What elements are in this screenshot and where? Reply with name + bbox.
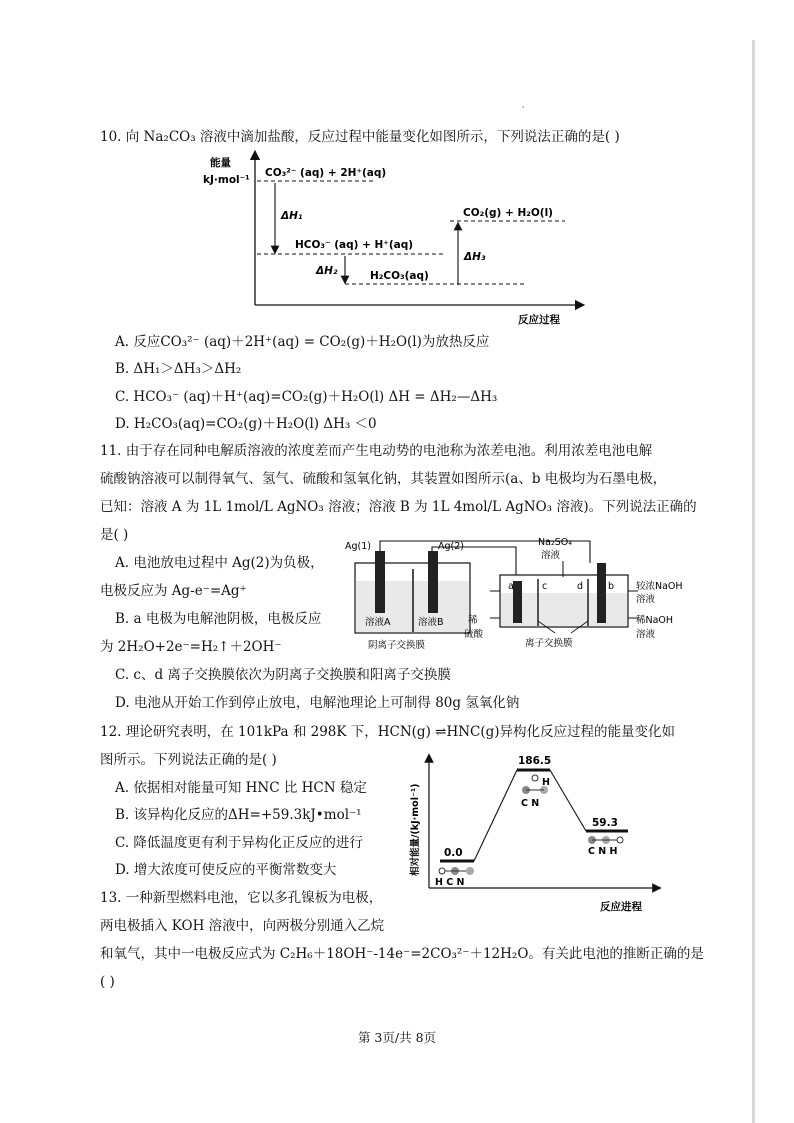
q10-x-label: 反应过程 xyxy=(518,314,560,326)
q11-ag2-electrode xyxy=(428,551,438,613)
q11-solution-b: 溶液B xyxy=(418,617,444,628)
q11-ag1-electrode xyxy=(375,551,385,613)
page-edge xyxy=(752,40,755,1123)
q12-e-ts: 186.5 xyxy=(518,755,552,767)
q10-level-2: HCO₃⁻ (aq) + H⁺(aq) xyxy=(295,239,414,251)
q11-option-b-1: B. a 电极为电解池阴极，电极反应 xyxy=(115,611,322,627)
q11-option-b-2: 为 2H₂O+2e⁻=H₂↑＋2OH⁻ xyxy=(100,639,282,655)
q11-solution-a: 溶液A xyxy=(365,617,391,628)
q13-stem-3: 和氧气，其中一电极反应式为 C₂H₆＋18OH⁻-14e⁻=2CO₃²⁻＋12H₂O。有关此电池的推断正确的是 xyxy=(100,946,704,962)
q13-stem-1: 13. 一种新型燃料电池，它以多孔镍板为电极， xyxy=(100,890,383,906)
q11-dilute-acid-1: 稀 xyxy=(468,615,478,626)
q12-stem-1: 12. 理论研究表明，在 101kPa 和 298K 下，HCN(g) ⇌HNC(g)异构化反应过程的能量变化如 xyxy=(100,724,676,740)
q12-path-down xyxy=(550,770,586,831)
q10-energy-diagram xyxy=(195,150,595,328)
q11-option-d: D. 电池从开始工作到停止放电，电解池理论上可制得 80g 氢氧化钠 xyxy=(115,695,520,711)
q12-atom xyxy=(617,837,623,843)
q10-option-b: B. ΔH₁＞ΔH₃＞ΔH₂ xyxy=(115,361,242,377)
q12-option-d: D. 增大浓度可使反应的平衡常数变大 xyxy=(115,862,337,878)
q12-option-c: C. 降低温度更有利于异构化正反应的进行 xyxy=(115,835,363,851)
q12-option-a: A. 依据相对能量可知 HNC 比 HCN 稳定 xyxy=(115,780,367,796)
q12-atom xyxy=(439,868,445,874)
q11-conc-naoh-1: 较浓NaOH xyxy=(636,581,683,592)
speck: · xyxy=(522,103,525,112)
q11-electrode-a xyxy=(513,581,522,623)
q12-path-up xyxy=(474,770,517,861)
q11-na2so4-solution: 溶液 xyxy=(541,550,561,561)
q10-stem: 10. 向 Na₂CO₃ 溶液中滴加盐酸，反应过程中能量变化如图所示，下列说法正确的是( ) xyxy=(100,129,620,145)
q11-label-d: d xyxy=(577,581,584,592)
q12-atoms-end: C N H xyxy=(588,846,618,857)
q10-level-4: CO₂(g) + H₂O(l) xyxy=(463,207,553,219)
q11-cell-diagram xyxy=(340,533,690,658)
q10-option-c: C. HCO₃⁻ (aq)＋H⁺(aq)=CO₂(g)＋H₂O(l) ΔH = ΔH₂—ΔH₃ xyxy=(115,389,498,405)
q11-option-a-1: A. 电池放电过程中 Ag(2)为负极， xyxy=(115,555,324,571)
q12-e-start: 0.0 xyxy=(444,847,463,859)
q12-e-end: 59.3 xyxy=(592,817,618,829)
q11-option-a-2: 电极反应为 Ag-e⁻=Ag⁺ xyxy=(100,583,247,599)
q11-anion-membrane: 阴离子交换膜 xyxy=(368,640,426,651)
q11-option-c: C. c、d 离子交换膜依次为阴离子交换膜和阳离子交换膜 xyxy=(115,667,451,683)
q11-stem-4: 是( ) xyxy=(100,527,129,543)
q12-atoms-ts: C N xyxy=(521,798,540,809)
q12-energy-diagram xyxy=(402,748,670,918)
q12-atom xyxy=(466,867,474,875)
q11-dilute-acid-2: 硫酸 xyxy=(464,629,484,640)
q11-ag1-label: Ag(1) xyxy=(345,541,371,552)
q11-conc-naoh-2: 溶液 xyxy=(636,594,656,605)
q10-y-label-1: 能量 xyxy=(210,157,231,169)
q11-ag2-label: Ag(2) xyxy=(438,541,464,552)
q11-stem-3: 已知：溶液 A 为 1L 1mol/L AgNO₃ 溶液；溶液 B 为 1L 4mol/L AgNO₃ 溶液)。下列说法正确的 xyxy=(100,499,697,515)
q11-label-b: b xyxy=(608,581,615,592)
q10-dh2: ΔH₂ xyxy=(316,265,338,277)
q10-y-label-2: kJ·mol⁻¹ xyxy=(203,174,250,186)
q11-label-c: c xyxy=(542,581,548,592)
q10-option-a: A. 反应CO₃²⁻ (aq)＋2H⁺(aq) = CO₂(g)＋H₂O(l)为放热反应 xyxy=(115,334,490,350)
q11-dilute-naoh-2: 溶液 xyxy=(636,629,656,640)
q10-level-1: CO₃²⁻ (aq) + 2H⁺(aq) xyxy=(265,167,387,179)
q12-atoms-ts-h: H xyxy=(542,777,550,788)
q11-electrode-b xyxy=(597,563,606,623)
q12-option-b: B. 该异构化反应的ΔH=+59.3kJ•mol⁻¹ xyxy=(115,807,362,823)
q12-x-label: 反应进程 xyxy=(600,901,642,913)
q11-ion-membrane: 离子交换膜 xyxy=(525,638,573,649)
q10-dh1: ΔH₁ xyxy=(281,210,303,222)
q12-stem-2: 图所示。下列说法正确的是( ) xyxy=(100,752,277,768)
q11-dilute-naoh-1: 稀NaOH xyxy=(636,615,674,626)
q11-na2so4: Na₂SO₄ xyxy=(538,537,573,548)
q10-option-d: D. H₂CO₃(aq)=CO₂(g)＋H₂O(l) ΔH₃ ＜0 xyxy=(115,416,377,432)
q11-stem-2: 硫酸钠溶液可以制得氧气、氢气、硫酸和氢氧化钠，其装置如图所示(a、b 电极均为石墨电极， xyxy=(100,471,667,487)
q12-atoms-start: H C N xyxy=(435,877,465,888)
page-footer: 第 3页/共 8页 xyxy=(357,1030,437,1045)
q11-stem-1: 11. 由于存在同种电解质溶液的浓度差而产生电动势的电池称为浓差电池。利用浓差电池电解 xyxy=(100,443,653,459)
q10-dh3: ΔH₃ xyxy=(464,251,486,263)
q12-y-label: 相对能量/(kJ·mol⁻¹) xyxy=(410,783,421,876)
q13-stem-2: 两电极插入 KOH 溶液中，向两极分别通入乙烷 xyxy=(100,918,385,934)
q13-stem-4: ( ) xyxy=(100,974,115,990)
q12-atom xyxy=(532,775,538,781)
q10-level-3: H₂CO₃(aq) xyxy=(370,270,429,282)
q11-label-a: a xyxy=(508,581,514,592)
